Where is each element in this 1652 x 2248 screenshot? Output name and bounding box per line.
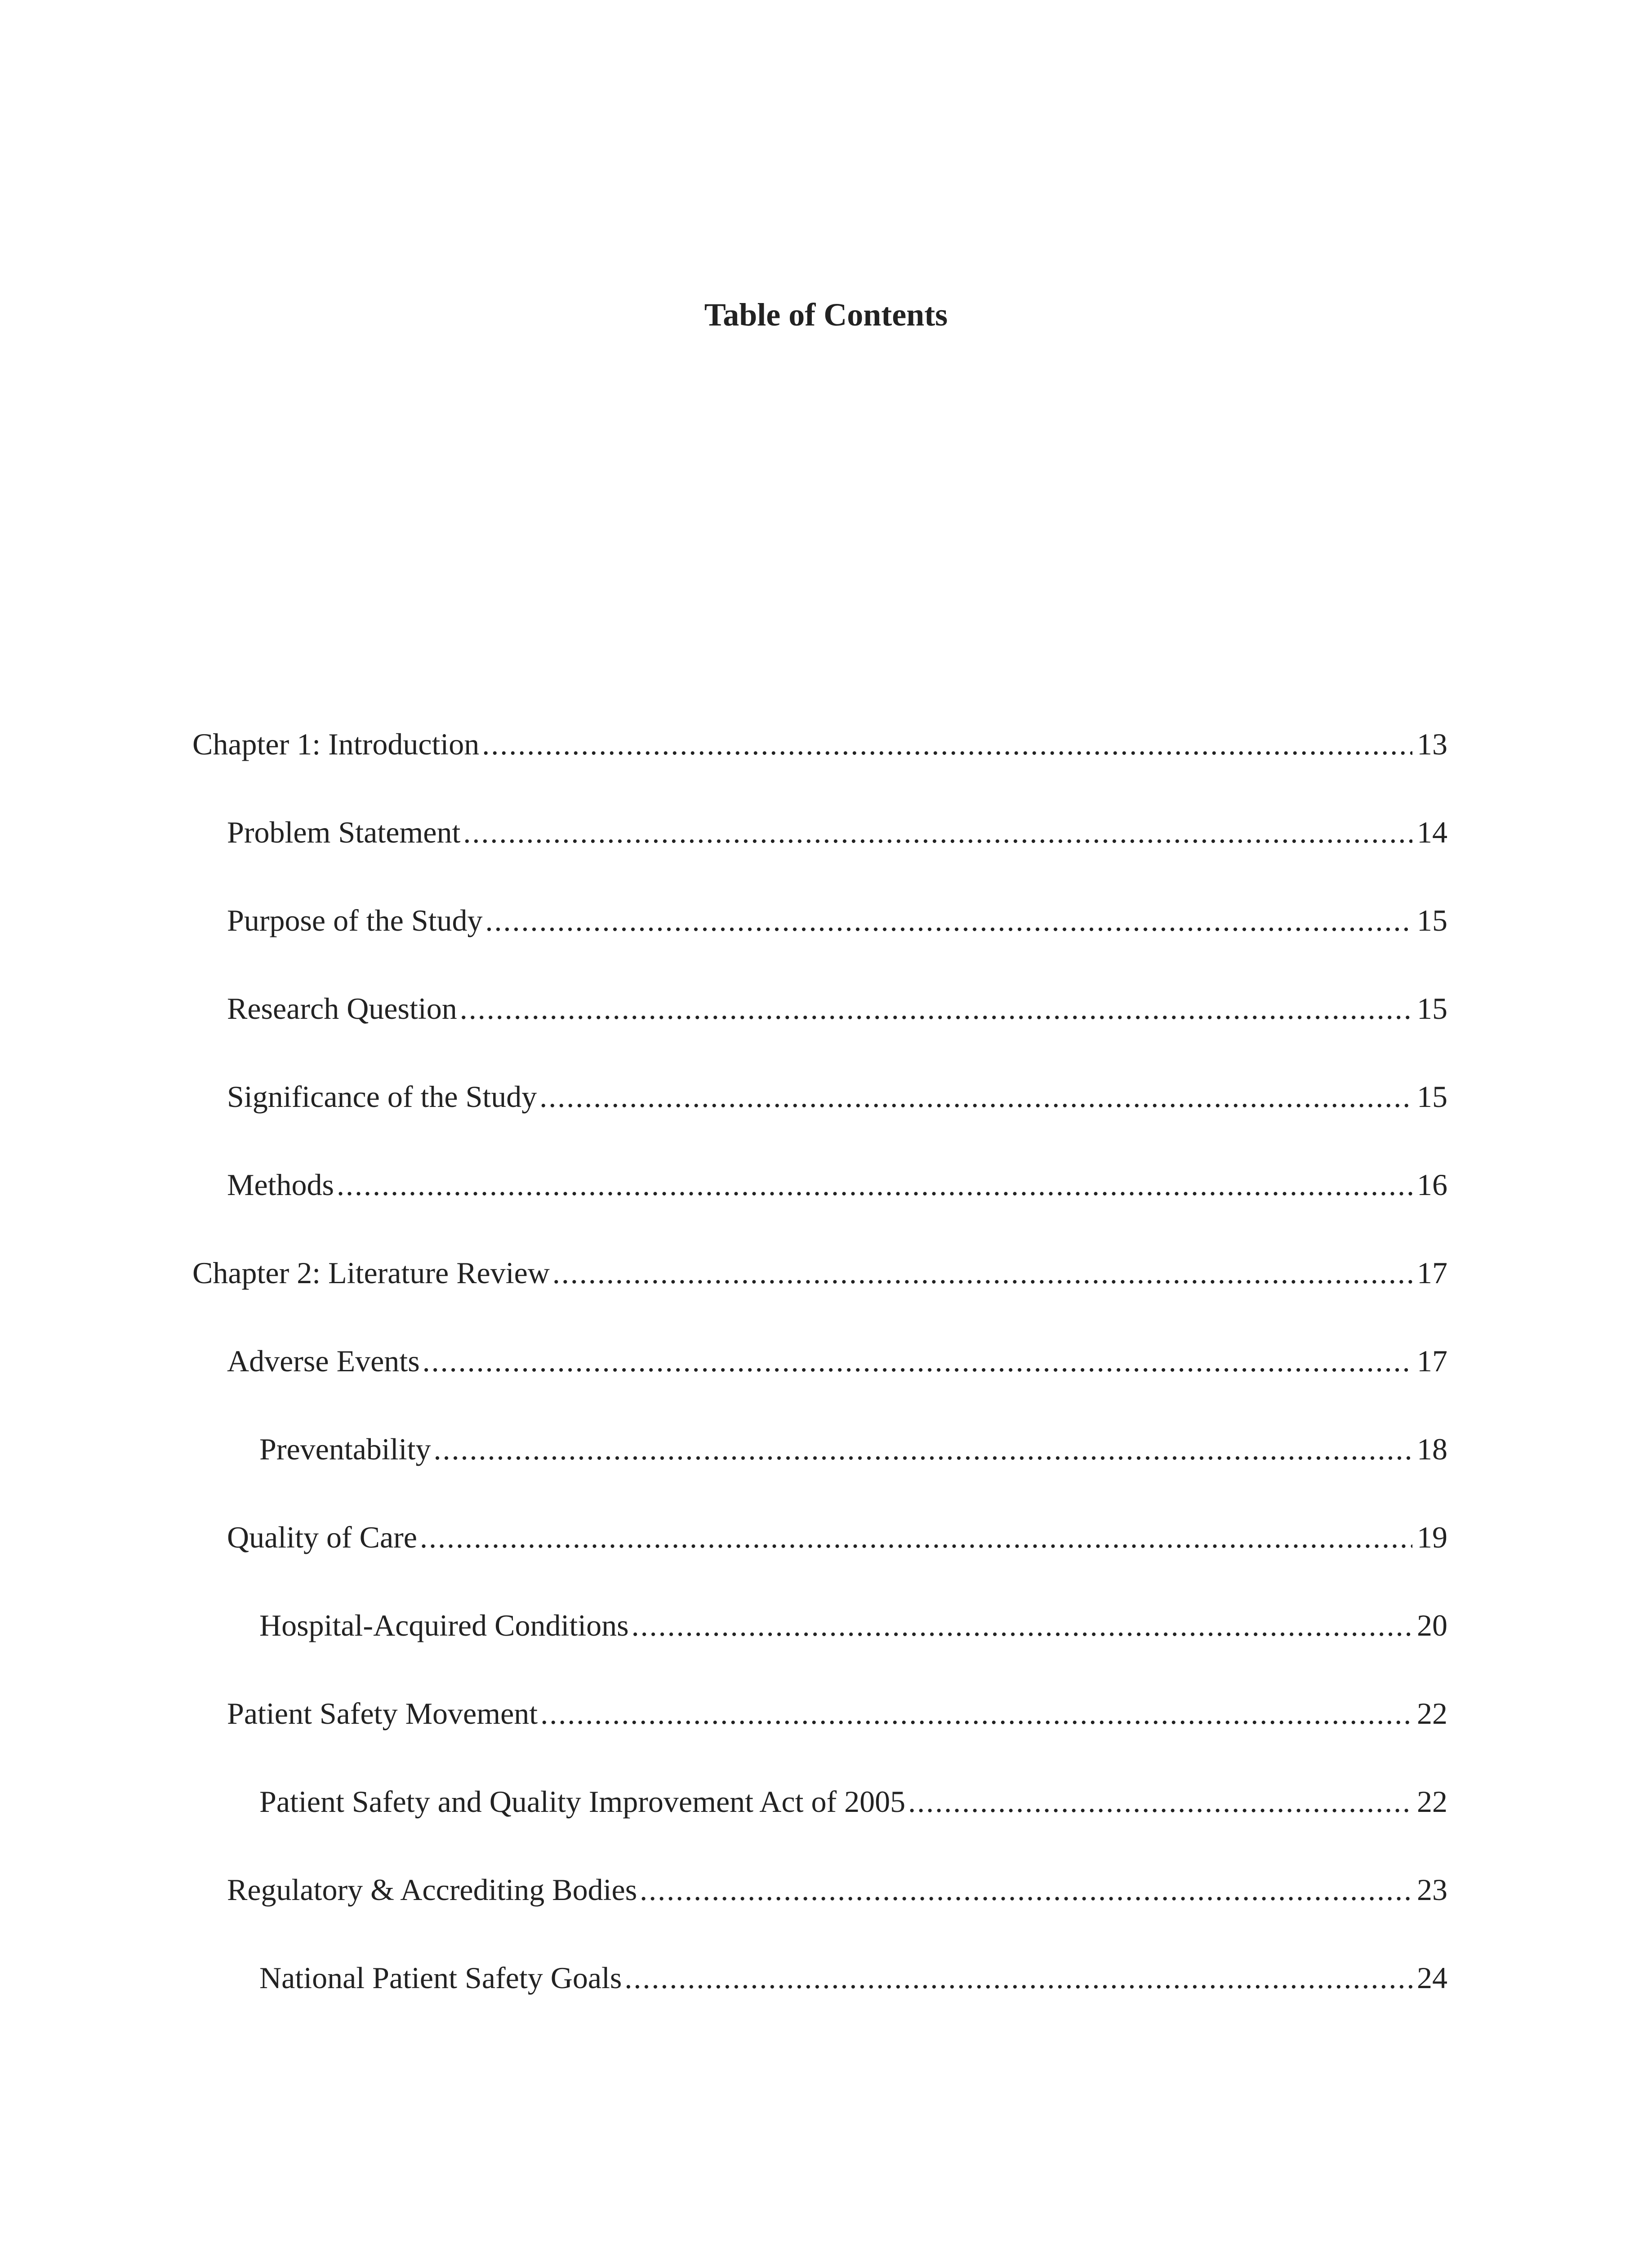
toc-entry-page-number: 19 — [1417, 1520, 1447, 1554]
toc-entry-label: Adverse Events — [227, 1344, 420, 1378]
dot-leader — [423, 1336, 1412, 1386]
dot-leader — [463, 807, 1412, 857]
dot-leader — [908, 1777, 1412, 1826]
toc-entry-page-number: 13 — [1417, 727, 1447, 761]
toc-entry-label: Chapter 2: Literature Review — [192, 1256, 550, 1290]
toc-entry-label: Research Question — [227, 991, 457, 1026]
dot-leader — [433, 1424, 1412, 1474]
toc-entry — [227, 1865, 1447, 1914]
toc-entry-label: Methods — [227, 1168, 334, 1202]
toc-entry-label: Regulatory & Accrediting Bodies — [227, 1873, 637, 1907]
toc-entry-page-number: 17 — [1417, 1344, 1447, 1378]
toc-entry-label: Purpose of the Study — [227, 903, 483, 937]
toc-entry — [259, 1424, 1447, 1474]
toc-entry — [227, 896, 1447, 945]
dot-leader — [539, 1072, 1412, 1121]
toc-entry — [259, 1601, 1447, 1650]
toc-entry-label: Significance of the Study — [227, 1079, 537, 1114]
toc-entry-page-number: 18 — [1417, 1432, 1447, 1466]
toc-entry-page-number: 15 — [1417, 1079, 1447, 1114]
toc-entry — [227, 1689, 1447, 1738]
toc-entry-label: Chapter 1: Introduction — [192, 727, 480, 761]
dot-leader — [640, 1865, 1412, 1914]
dot-leader — [632, 1601, 1412, 1650]
toc-entry-page-number: 24 — [1417, 1961, 1447, 1995]
toc-entry — [227, 1072, 1447, 1121]
toc-entry-label: Patient Safety and Quality Improvement Act of 2005 — [259, 1784, 906, 1819]
toc-entry — [192, 1248, 1447, 1298]
toc-entry — [259, 1953, 1447, 2003]
toc-entry-page-number: 22 — [1417, 1784, 1447, 1819]
toc-entry-page-number: 16 — [1417, 1168, 1447, 1202]
toc-entry-page-number: 15 — [1417, 903, 1447, 937]
toc-entry-label: Problem Statement — [227, 815, 461, 849]
dot-leader — [482, 719, 1412, 769]
dot-leader — [540, 1689, 1412, 1738]
toc-entry — [227, 984, 1447, 1033]
dot-leader — [460, 984, 1412, 1033]
toc-entry-label: Hospital-Acquired Conditions — [259, 1608, 629, 1642]
dot-leader — [420, 1512, 1412, 1562]
toc-entry-page-number: 17 — [1417, 1256, 1447, 1290]
toc-entry — [227, 1160, 1447, 1209]
dot-leader — [337, 1160, 1412, 1209]
dot-leader — [624, 1953, 1412, 2003]
toc-entry-page-number: 23 — [1417, 1873, 1447, 1907]
dot-leader — [552, 1248, 1412, 1298]
toc-entry — [227, 1512, 1447, 1562]
toc-entry — [227, 1336, 1447, 1386]
toc-entry-label: Quality of Care — [227, 1520, 417, 1554]
dot-leader — [485, 896, 1412, 945]
toc-title: Table of Contents — [704, 297, 948, 333]
toc-entry-label: Preventability — [259, 1432, 431, 1466]
toc-entry — [259, 1777, 1447, 1826]
toc-entry-page-number: 14 — [1417, 815, 1447, 849]
toc-entry — [192, 719, 1447, 769]
toc-entry-label: National Patient Safety Goals — [259, 1961, 622, 1995]
toc-entry-label: Patient Safety Movement — [227, 1696, 538, 1731]
toc-entry-page-number: 15 — [1417, 991, 1447, 1026]
toc-entry-page-number: 22 — [1417, 1696, 1447, 1731]
toc-entry — [227, 807, 1447, 857]
toc-entry-page-number: 20 — [1417, 1608, 1447, 1642]
